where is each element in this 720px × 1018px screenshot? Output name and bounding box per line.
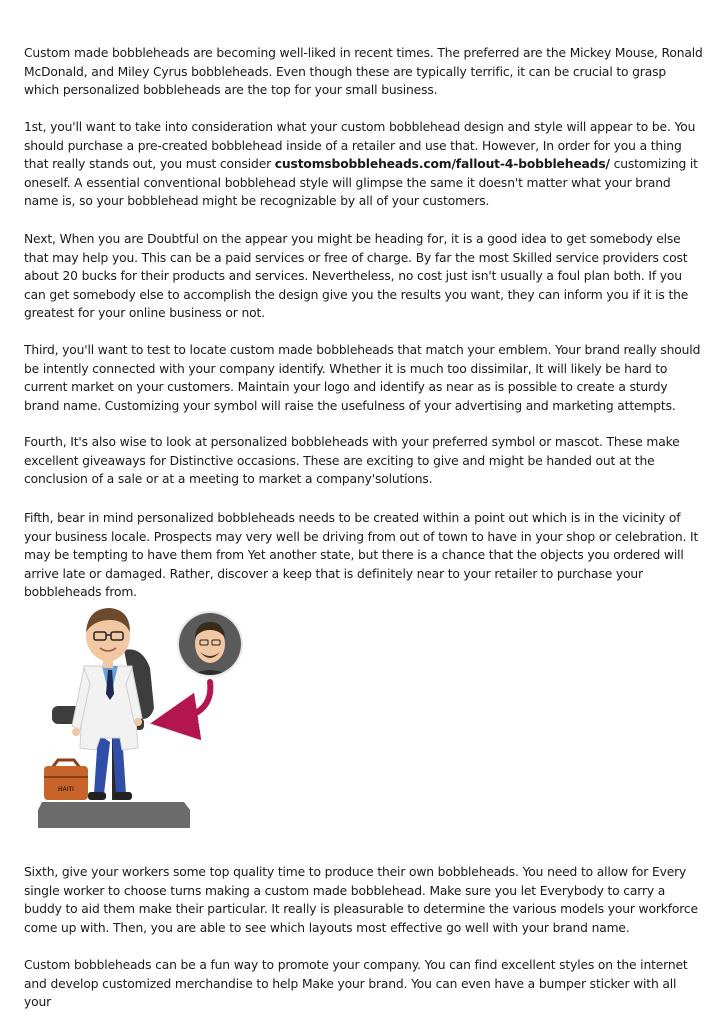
paragraph-sixth: Sixth, give your workers some top quality time to produce their own bobbleheads. You need to allow for Every single worker to choose turns making a custom made bobblehead. Make sure you let Everybody to carry a buddy to aid them make their particular. It really is pleasurable to determine the various models your workforce come up with. Then, you are able to see which layouts most effective go well with your brand name. [24, 865, 698, 935]
bobblehead-link[interactable]: customsbobbleheads.com/fallout-4-bobbleheads/ [274, 157, 610, 171]
customer-photo [174, 608, 246, 680]
paragraph-first [24, 118, 704, 211]
doctor-coat [72, 666, 142, 750]
briefcase-figure [44, 760, 88, 800]
paragraph-fifth: Fifth, bear in mind personalized bobbleheads needs to be created within a point out which is in the vicinity of your business locale. Prospects may very well be driving from out of town to have in your shop or celebration. It may be tempting to have them from Yet another state, but there is a chance that the objects you ordered will arrive late or damaged. Rather, discover a keep that is definitely near to your retailer to purchase your bobbleheads from. [24, 511, 699, 599]
paragraph-fourth: Fourth, It's also wise to look at personalized bobbleheads with your preferred symbol or mascot. These make excellent giveaways for Distinctive occasions. These are exciting to give and might be handed out at the conclusion of a sale or at a meeting to market a company'solutions. [24, 435, 680, 486]
paragraph-intro: Custom made bobbleheads are becoming well-liked in recent times. The preferred are the Mickey Mouse, Ronald McDonald, and Miley Cyrus bobbleheads. Even though these are typically terrific, it can be crucial to grasp which personalized bobbleheads are the top for your small business. [24, 46, 703, 97]
paragraph-first-text-start: 1st, you'll want to take into consideration what your custom bobblehead design and style will appear to be. You should purchase a pre-created bobblehead inside of a retailer and use that. However, In order for you a thing that really stands out, you must consider [24, 120, 696, 171]
paragraph-first-text-end: customizing it oneself. A essential conventional bobblehead style will glimpse the same it doesn't matter what your brand name is, so your bobblehead might be recognizable by all of your customers. [24, 157, 698, 208]
pointer-arrow-icon [174, 682, 210, 720]
doctor-head [86, 608, 130, 668]
paragraph-closing: Custom bobbleheads can be a fun way to promote your company. You can find excellent styles on the internet and develop customized merchandise to help Make your brand. You can even have a bumper sticker with all your [24, 958, 688, 1009]
paragraph-next: Next, When you are Doubtful on the appear you might be heading for, it is a good idea to get somebody else that may help you. This can be a paid services or free of charge. By far the most Skilled service providers cost about 20 bucks for their products and services. Nevertheless, no cost just isn't usually a foul plan both. If you can get somebody else to accomplish the design give you the results you want, they can inform you if it is the greatest for your online business or not. [24, 232, 689, 320]
display-base [38, 802, 190, 828]
bobblehead-product-image [24, 598, 274, 838]
briefcase-label: HAITI [58, 787, 74, 793]
bobblehead-illustration [24, 598, 274, 838]
paragraph-third: Third, you'll want to test to locate custom made bobbleheads that match your emblem. Your brand really should be intently connected with your company identify. Whether it is much too dissimilar, It will likely be hard to current market on your customers. Maintain your logo and identify as near as is possible to create a sturdy brand name. Customizing your symbol will raise the usefulness of your advertising and marketing attempts. [24, 343, 701, 413]
